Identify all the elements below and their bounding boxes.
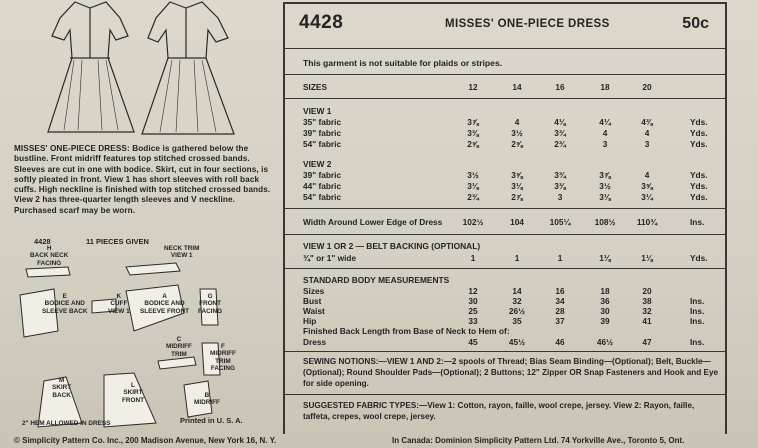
cell: 12 [468,286,478,296]
cell: 3⅛ [599,192,611,202]
table-row [285,170,725,181]
table-row [285,128,725,139]
plaids-note: This garment is not suitable for plaids or stripes. [303,58,503,68]
divider [285,268,725,269]
piece-label-e: E BODICE AND SLEEVE BACK [42,293,88,315]
unit: Yds. [690,170,708,180]
hem-allowed-note: 2" HEM ALLOWED IN DRESS [22,420,111,427]
cell: 3¾ [554,128,566,138]
dress-sketch-view2 [142,2,234,134]
unit: Yds. [690,128,708,138]
cell: 3½ [511,128,523,138]
unit: Yds. [690,139,708,149]
row-label: 54" fabric [303,192,342,202]
sizes-label: SIZES [303,82,327,92]
row-label: Hip [303,316,317,326]
printed-in-usa: Printed in U. S. A. [180,416,243,425]
cell: 18 [600,286,610,296]
cell: 3⅝ [641,181,653,191]
cell: 105¼ [549,217,571,227]
pieces-pattern-number: 4428 [34,237,51,246]
unit: Yds. [690,181,708,191]
cell: 45½ [508,337,526,347]
unit: Ins. [690,306,705,316]
piece-label-l: L SKIRT FRONT [122,382,145,404]
cell: 45 [468,337,478,347]
row-label: Dress [303,337,327,347]
cell: 35 [512,316,522,326]
cell: 16 [555,286,565,296]
cell: 4⅜ [641,117,653,127]
cell: 4 [602,128,608,138]
cell: 4 [644,128,650,138]
piece-midriff-trim [158,357,196,369]
size-col: 20 [642,82,652,92]
piece-label-h: H BACK NECK FACING [30,245,69,267]
table-row [285,181,725,192]
cell: 3½ [467,170,479,180]
unit: Yds. [690,117,708,127]
cell: 104 [510,217,524,227]
divider [285,208,725,209]
cell: 32 [512,296,522,306]
cell: 20 [642,286,652,296]
suggested-fabrics: SUGGESTED FABRIC TYPES:—View 1: Cotton, rayon, faille, wool crepe, jersey. View 2: Rayon, faille, taffeta, crepes, wool crepe, jersey. [303,401,695,421]
cell: 4 [644,170,650,180]
pattern-pieces-diagram [8,245,278,440]
size-col: 14 [512,82,522,92]
cell: 2¾ [554,139,566,149]
cell: 37 [555,316,565,326]
cell: 41 [642,316,652,326]
divider [285,48,725,49]
width-row [285,217,725,228]
divider [285,351,725,352]
table-row [285,117,725,128]
unit: Yds. [690,192,708,202]
cell: 108½ [594,217,616,227]
yardage-chart [283,2,727,434]
row-label: Sizes [303,286,325,296]
cell: 1 [514,253,520,263]
cell: 2⅝ [467,139,479,149]
cell: 1 [557,253,563,263]
size-col: 16 [555,82,565,92]
cell: 30 [468,296,478,306]
cell: 3 [602,139,608,149]
cell: 2⅝ [511,139,523,149]
divider [285,234,725,235]
cell: 1 [470,253,476,263]
divider [285,98,725,99]
cell: 47 [642,337,652,347]
row-label: Width Around Lower Edge of Dress [303,217,443,227]
cell: 3⅛ [467,181,479,191]
piece-label-f: F MIDRIFF TRIM FACING [210,343,236,373]
piece-label-m: M SKIRT BACK [52,377,72,399]
cell: 46½ [596,337,614,347]
dress-row [285,337,725,348]
dress-sketch-view1 [48,2,134,132]
belt-row [285,253,725,264]
unit: Yds. [690,253,708,263]
body-title: STANDARD BODY MEASUREMENTS [303,275,450,285]
piece-label-g: G FRONT FACING [198,293,223,315]
unit: Ins. [690,316,705,326]
cell: 3⅞ [467,117,479,127]
table-row [285,139,725,150]
cell: 33 [468,316,478,326]
row-label: ¾" or 1" wide [303,253,357,263]
unit: Ins. [690,217,705,227]
row-label: Bust [303,296,322,306]
piece-label-c: C MIDRIFF TRIM [166,336,192,358]
cell: 4 [514,117,520,127]
dress-description [14,144,274,216]
cell: 3 [557,192,563,202]
cell: 39 [600,316,610,326]
cell: 3⅞ [599,170,611,180]
cell: 3¾ [554,170,566,180]
row-label: Waist [303,306,325,316]
cell: 46 [555,337,565,347]
cell: 14 [512,286,522,296]
footer-copyright: © Simplicity Pattern Co. Inc., 200 Madison Avenue, New York 16, N. Y. [14,436,277,445]
cell: 32 [642,306,652,316]
piece-label-k: K CUFF VIEW 1 [108,293,130,315]
cell: 38 [642,296,652,306]
belt-title: VIEW 1 OR 2 — BELT BACKING (OPTIONAL) [303,241,481,251]
row-label: 39" fabric [303,170,342,180]
piece-back-neck-facing [26,267,70,277]
cell: 36 [600,296,610,306]
description-lead: MISSES' ONE-PIECE DRESS: [14,144,130,153]
cell: 3½ [599,181,611,191]
unit: Ins. [690,337,705,347]
piece-label-neck-trim: NECK TRIM VIEW 1 [164,245,200,260]
cell: 4⅛ [554,117,566,127]
row-label: 39" fabric [303,128,342,138]
row-label: 54" fabric [303,139,342,149]
piece-neck-trim [126,263,180,275]
sewing-notions: SEWING NOTIONS:—VIEW 1 AND 2:—2 spools of Thread; Bias Seam Binding—(Optional); Belt, Buckle—(Optional); Round Shoulder Pads—(Optional); 2 Buttons; 12" Zipper OR Snap Fasteners and Hook and Eye for side opening. [303,357,719,388]
cell: 3⅝ [511,170,523,180]
unit: Ins. [690,296,705,306]
left-panel [0,0,278,448]
cell: 110¾ [636,217,658,227]
view2-title: VIEW 2 [303,159,332,169]
cell: 3⅜ [554,181,566,191]
cell: 102½ [462,217,484,227]
cell: 2⅞ [511,192,523,202]
size-col: 12 [468,82,478,92]
cell: 26½ [508,306,526,316]
size-col: 18 [600,82,610,92]
divider [285,394,725,395]
view1-title: VIEW 1 [303,106,332,116]
dress-back-view-sketches [30,0,260,140]
cell: 3⅜ [467,128,479,138]
pattern-price: 50c [682,15,709,32]
piece-label-b: B MIDRIFF [194,392,220,407]
row-label: 35" fabric [303,117,342,127]
row-label: 44" fabric [303,181,342,191]
sizes-header-row [285,82,725,93]
cell: 34 [555,296,565,306]
back-length-label: Finished Back Length from Base of Neck to Hem of: [303,326,510,336]
description-text: Bodice is gathered below the bustline. Front midriff features top stitched crossed bands. Sleeves are cut in one with bodice. Skirt, cut in four sections, is softly pleated in front. View 1 has short sleeves with roll back cuffs. High neckline is finished with top stitched crossed bands. View 2 has three-quarter length sleeves and V neckline. Purchased scarf may be worn. [14,144,271,215]
pattern-title: MISSES' ONE-PIECE DRESS [445,18,610,30]
cell: 3 [644,139,650,149]
cell: 25 [468,306,478,316]
footer-canada: In Canada: Dominion Simplicity Pattern Ltd. 74 Yorkville Ave., Toronto 5, Ont. [392,436,685,445]
cell: 3⅛ [511,181,523,191]
cell: 1⅛ [599,253,611,263]
cell: 4¼ [599,117,611,127]
divider [285,74,725,75]
cell: 28 [555,306,565,316]
pieces-given-count: 11 PIECES GIVEN [86,237,149,246]
pattern-number: 4428 [299,12,344,33]
cell: 3¼ [641,192,653,202]
table-row [285,192,725,203]
cell: 30 [600,306,610,316]
piece-label-a: A BODICE AND SLEEVE FRONT [140,293,190,315]
cell: 1⅛ [641,253,653,263]
cell: 2¾ [467,192,479,202]
